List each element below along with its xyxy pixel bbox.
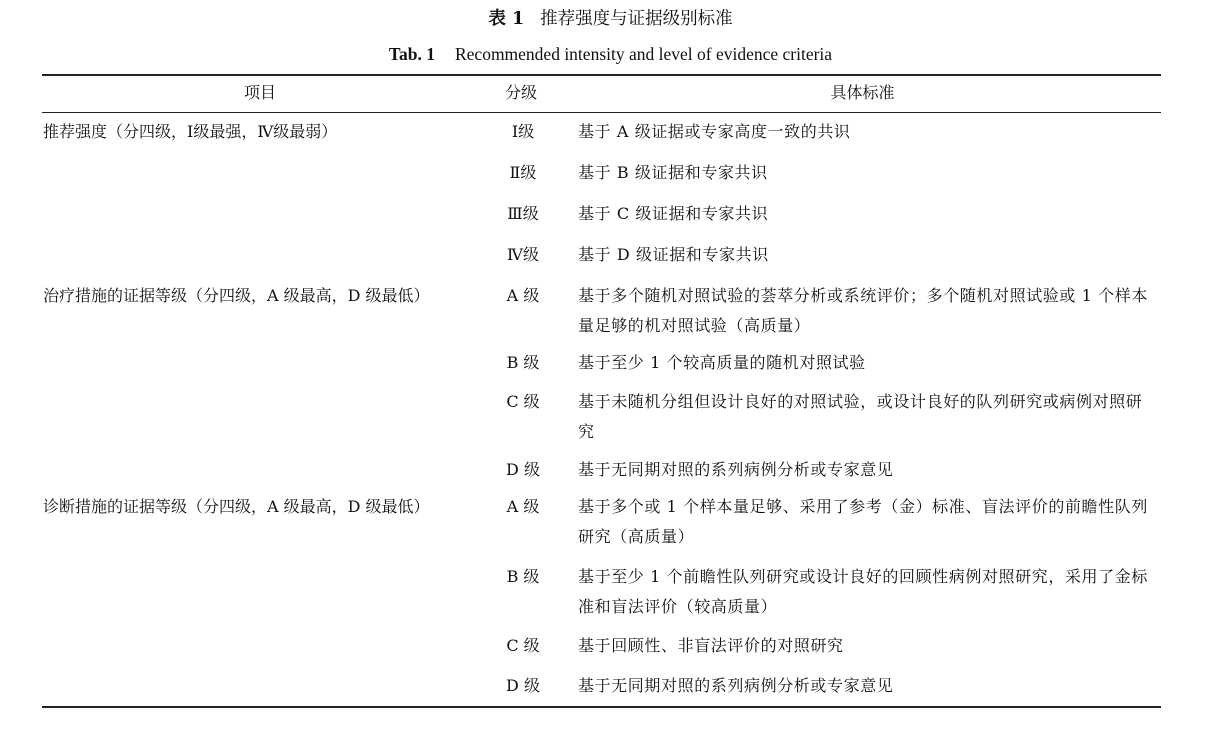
grade-cell: D 级 <box>506 676 540 695</box>
table-caption-chinese <box>0 6 1221 32</box>
criteria-cell: 基于 D 级证据和专家共识 <box>578 245 769 264</box>
table-number-chinese: 表 1 <box>488 9 525 29</box>
criteria-cell: 基于 B 级证据和专家共识 <box>578 163 768 182</box>
grade-cell: D 级 <box>506 460 540 479</box>
table-title-chinese: 推荐强度与证据级别标准 <box>540 9 733 29</box>
grade-cell: C 级 <box>506 392 540 411</box>
criteria-cell: 基于回顾性、非盲法评价的对照研究 <box>578 636 844 655</box>
criteria-cell: 基于多个随机对照试验的荟萃分析或系统评价；多个随机对照试验或 1 个样本量足够的机对照试验（高质量） <box>578 286 1148 335</box>
grade-cell: A 级 <box>506 497 540 516</box>
header-item: 项目 <box>243 83 276 102</box>
criteria-cell: 基于至少 1 个前瞻性队列研究或设计良好的回顾性病例对照研究，采用了金标准和盲法评价（较高质量） <box>578 567 1148 616</box>
item-diagnosis-evidence-level: 诊断措施的证据等级（分四级，A 级最高，D 级最低） <box>43 497 430 516</box>
table-number-english: Tab. 1 <box>388 44 435 64</box>
criteria-cell: 基于未随机分组但设计良好的对照试验，或设计良好的队列研究或病例对照研究 <box>578 392 1143 441</box>
item-recommendation-strength: 推荐强度（分四级，Ⅰ级最强，Ⅳ级最弱） <box>43 122 338 141</box>
grade-cell: B 级 <box>506 567 540 586</box>
table-top-rule <box>42 74 1161 76</box>
table-bottom-rule <box>42 706 1161 708</box>
header-grade: 分级 <box>504 83 537 102</box>
header-criteria: 具体标准 <box>830 83 895 102</box>
grade-cell: A 级 <box>506 286 540 305</box>
criteria-cell: 基于 A 级证据或专家高度一致的共识 <box>578 122 851 141</box>
grade-cell: Ⅳ级 <box>507 245 539 264</box>
item-treatment-evidence-level: 治疗措施的证据等级（分四级，A 级最高，D 级最低） <box>43 286 430 305</box>
criteria-cell: 基于无同期对照的系列病例分析或专家意见 <box>578 676 894 695</box>
criteria-cell: 基于至少 1 个较高质量的随机对照试验 <box>578 353 866 372</box>
table-title-english: Recommended intensity and level of evidence criteria <box>454 44 833 64</box>
table-header-rule <box>42 112 1161 113</box>
grade-cell: B 级 <box>506 353 540 372</box>
grade-cell: Ⅲ级 <box>507 204 539 223</box>
criteria-cell: 基于无同期对照的系列病例分析或专家意见 <box>578 460 894 479</box>
grade-cell: C 级 <box>506 636 540 655</box>
grade-cell: Ⅰ级 <box>511 122 535 141</box>
criteria-cell: 基于 C 级证据和专家共识 <box>578 204 769 223</box>
criteria-cell: 基于多个或 1 个样本量足够、采用了参考（金）标准、盲法评价的前瞻性队列研究（高质量） <box>578 497 1148 546</box>
table-caption-english <box>0 41 1221 67</box>
grade-cell: Ⅱ级 <box>509 163 537 182</box>
